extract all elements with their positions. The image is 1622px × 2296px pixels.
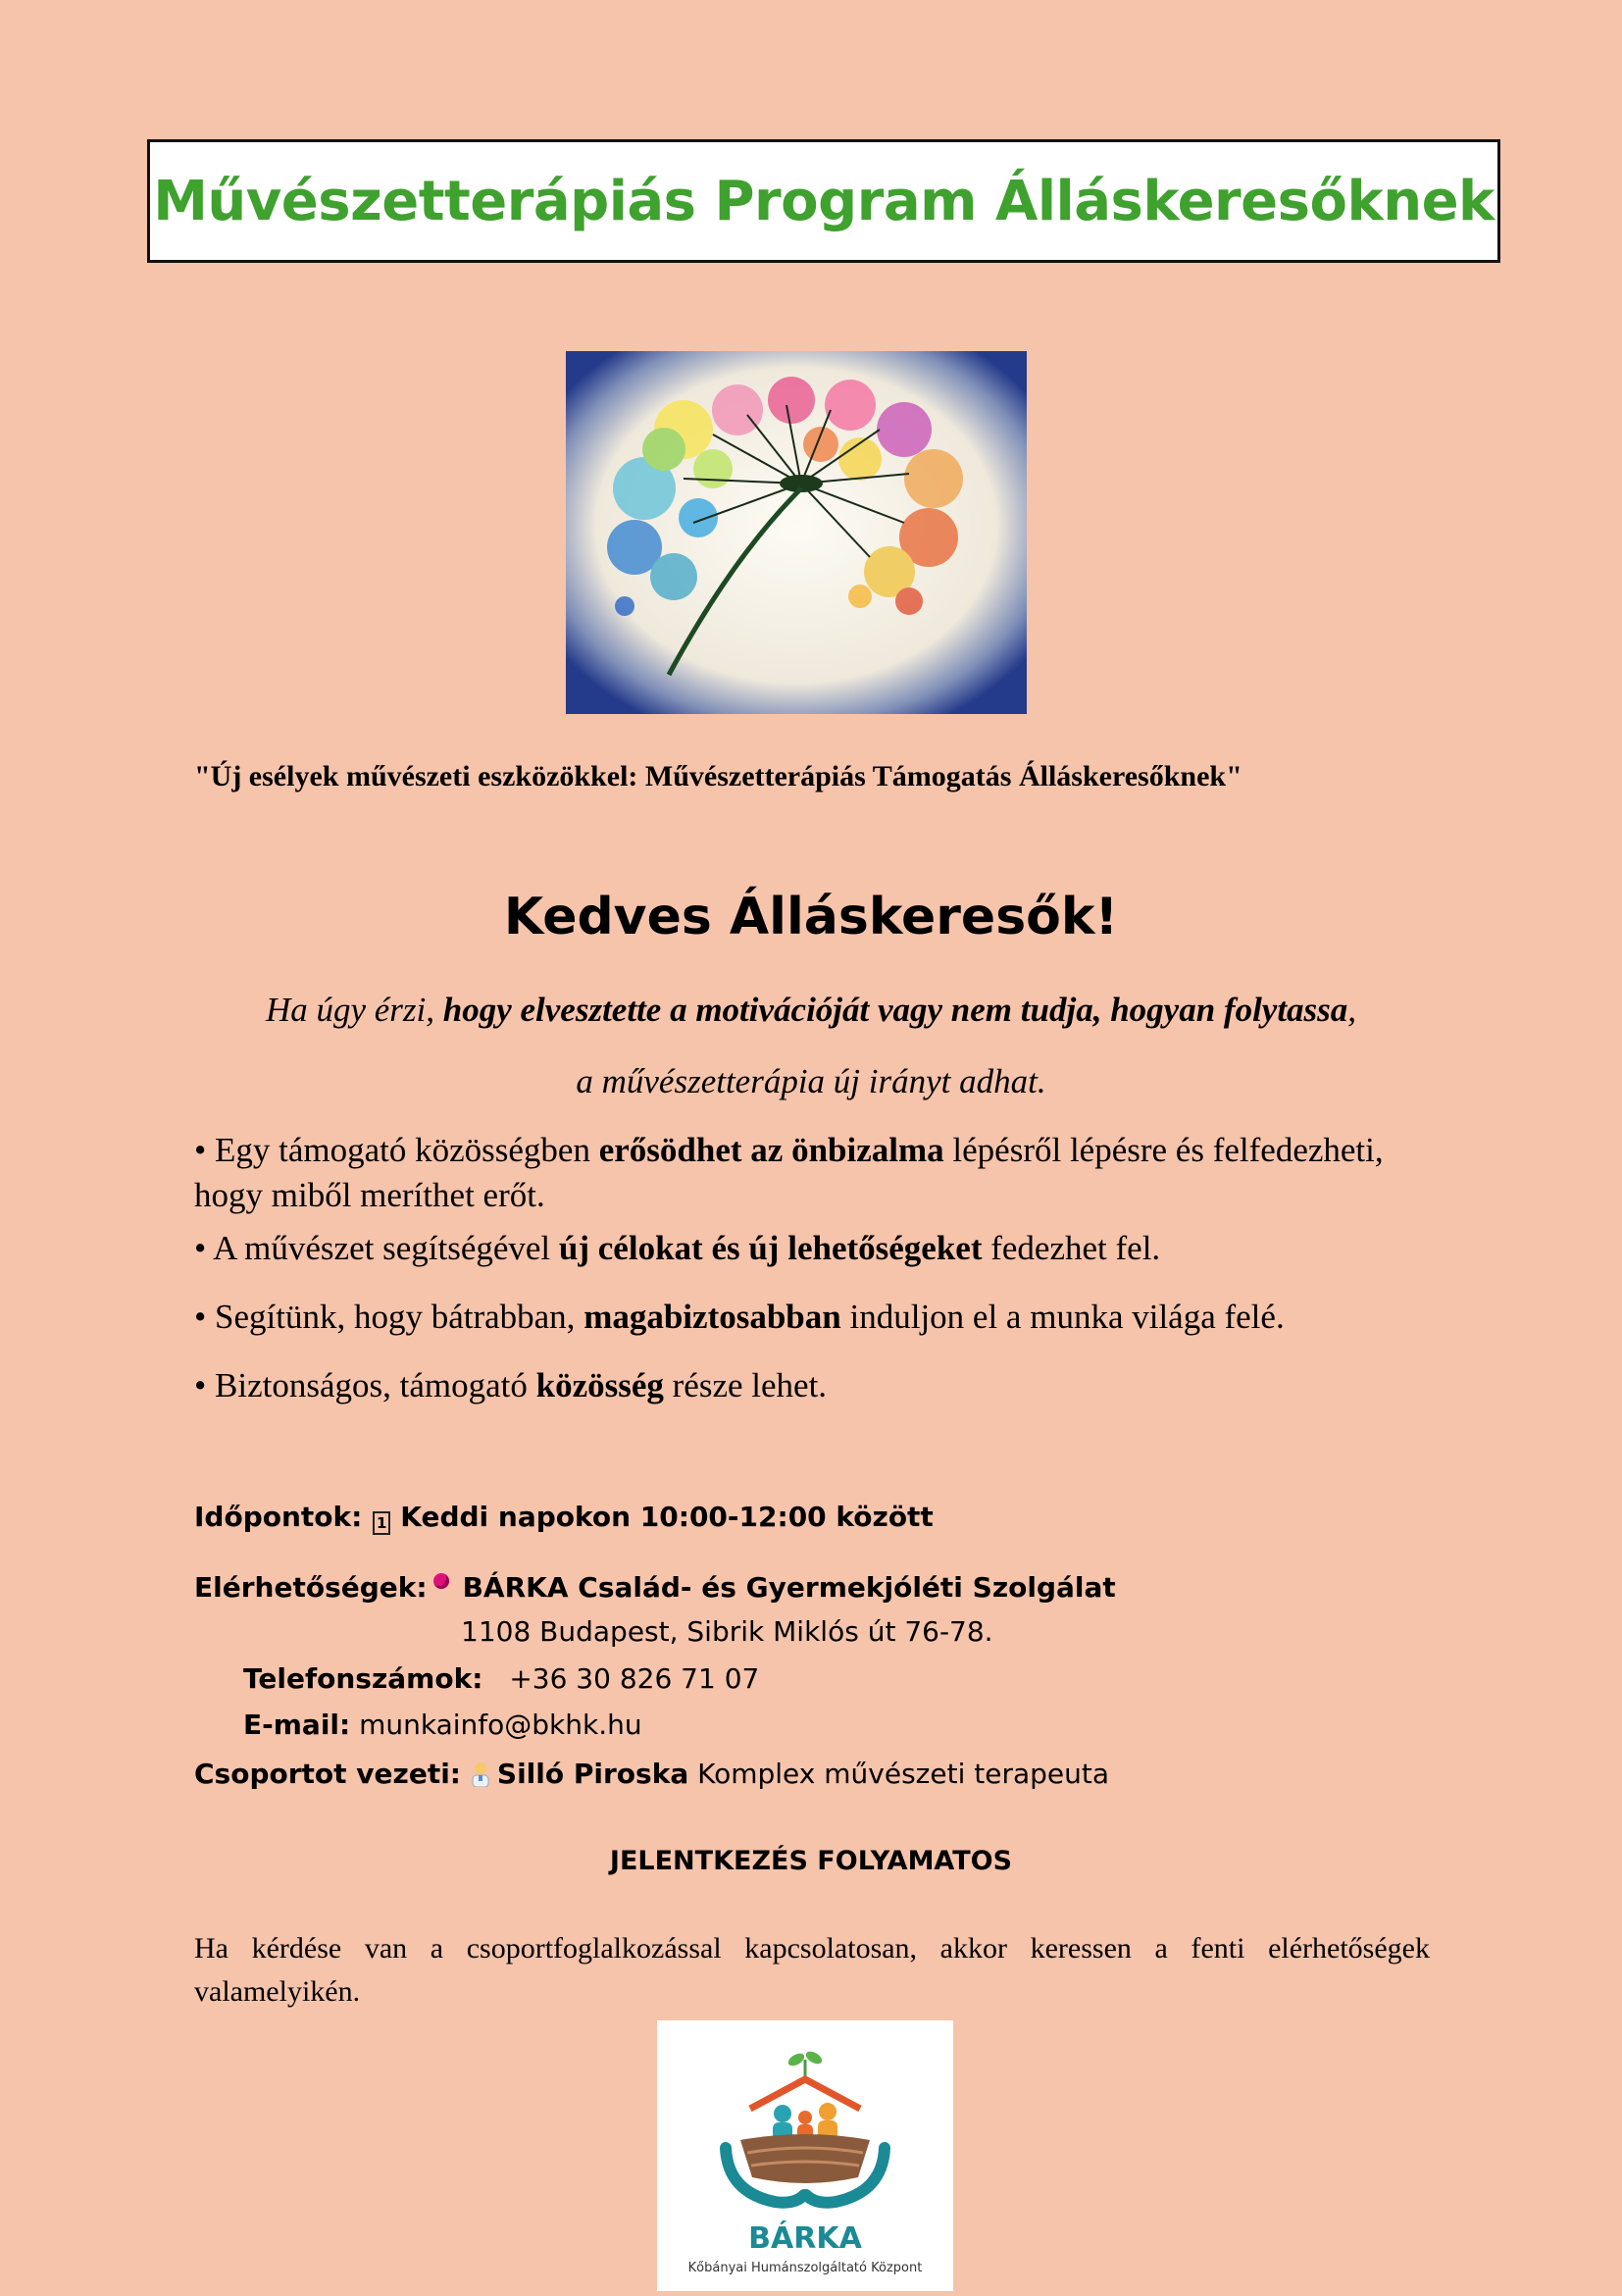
intro-line-2: a művészetterápia új irányt adhat. — [576, 1062, 1046, 1100]
address: 1108 Budapest, Sibrik Miklós út 76-78. — [461, 1615, 993, 1648]
bullet-item: • Segítünk, hogy bátrabban, magabiztosabban induljon el a munka világa felé. — [194, 1298, 1285, 1336]
contacts-row — [194, 1571, 1116, 1604]
bullet-item: • Egy támogató közösségben erősödhet az önbizalma lépésről lépésre és felfedezheti, hogy miből meríthet erőt. — [194, 1131, 1384, 1214]
org-name: BÁRKA Család- és Gyermekjóléti Szolgálat — [462, 1571, 1116, 1604]
email-link[interactable]: munkainfo@bkhk.hu — [359, 1709, 642, 1741]
times-row — [194, 1501, 934, 1535]
logo-subtitle: Kőbányai Humánszolgáltató Központ — [687, 2261, 923, 2275]
times-label: Időpontok: — [194, 1501, 363, 1533]
barka-logo-graphic — [657, 2020, 953, 2291]
email-row: E-mail: munkainfo@bkhk.hu — [243, 1709, 642, 1741]
logo-name: BÁRKA — [748, 2221, 862, 2256]
registration-notice: JELENTKEZÉS FOLYAMATOS — [609, 1846, 1013, 1876]
times-value: Keddi napokon 10:00-12:00 között — [400, 1501, 934, 1533]
phone-row: Telefonszámok: +36 30 826 71 07 — [243, 1662, 760, 1695]
greeting-heading: Kedves Álláskeresők! — [503, 888, 1119, 946]
title-box — [147, 139, 1500, 263]
dandelion-painting — [566, 351, 1027, 714]
intro-line-1: Ha úgy érzi, hogy elvesztette a motivációját vagy nem tudja, hogyan folytassa, — [265, 991, 1357, 1029]
calendar-icon: 1 — [373, 1511, 390, 1535]
location-pin-icon — [433, 1573, 449, 1589]
bullet-item: • Biztonságos, támogató közösség része lehet. — [194, 1366, 828, 1404]
quote: "Új esélyek művészeti eszközökkel: Művészetterápiás Támogatás Álláskeresőknek" — [194, 760, 1242, 792]
contacts-label: Elérhetőségek: — [194, 1571, 428, 1604]
leader-row: Csoportot vezeti: Silló Piroska Komplex művészeti terapeuta — [194, 1758, 1110, 1790]
barka-logo — [657, 2020, 953, 2291]
page-title: Művészetterápiás Program Álláskeresőknek — [153, 169, 1495, 233]
bullet-item: • A művészet segítségével új célokat és új lehetőségeket fedezhet fel. — [194, 1229, 1161, 1267]
phone-value[interactable]: +36 30 826 71 07 — [509, 1662, 760, 1695]
person-icon — [470, 1761, 491, 1787]
closing-paragraph: Ha kérdése van a csoportfoglalkozással kapcsolatosan, akkor keressen a fenti elérhetőségek valamelyikén. — [194, 1932, 1430, 2008]
